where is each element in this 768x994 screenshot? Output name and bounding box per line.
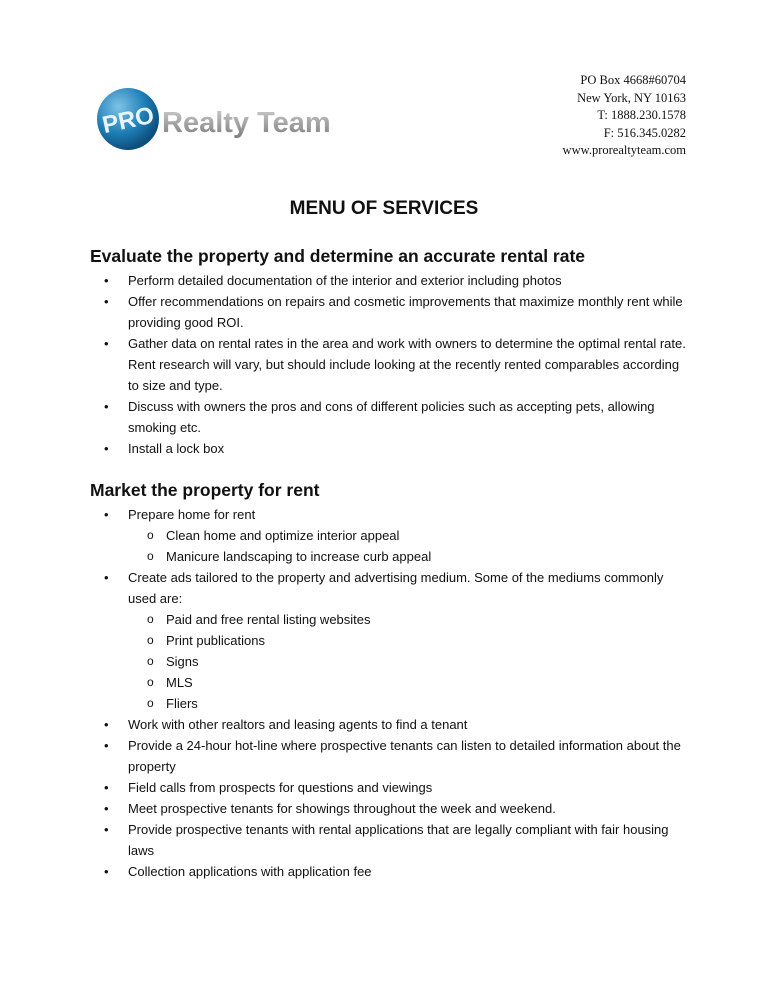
list-item-text: Provide prospective tenants with rental applications that are legally compliant with fair housing laws xyxy=(128,822,669,858)
bullet-icon: • xyxy=(104,717,109,732)
list-item xyxy=(90,777,690,798)
list-item-text: Field calls from prospects for questions and viewings xyxy=(128,780,433,795)
bullet-icon: • xyxy=(104,864,109,879)
list-item-text: Meet prospective tenants for showings throughout the week and weekend. xyxy=(128,801,556,816)
sub-list-item-text: Signs xyxy=(166,654,199,669)
circle-bullet-icon: o xyxy=(147,528,154,542)
section-heading: Evaluate the property and determine an accurate rental rate xyxy=(90,246,586,266)
bullet-icon: • xyxy=(104,399,109,414)
service-list xyxy=(90,504,690,882)
sub-list-item xyxy=(90,651,690,672)
section-heading: Market the property for rent xyxy=(90,480,320,500)
circle-bullet-icon: o xyxy=(147,633,154,647)
sub-list xyxy=(90,525,690,567)
bullet-icon: • xyxy=(104,336,109,351)
circle-bullet-icon: o xyxy=(147,612,154,626)
list-item xyxy=(90,735,690,777)
sub-list-item xyxy=(90,609,690,630)
list-item-text: Provide a 24-hour hot-line where prospective tenants can listen to detailed information about the property xyxy=(128,738,681,774)
sub-list-item xyxy=(90,525,690,546)
sub-list-item xyxy=(90,630,690,651)
list-item-text: Install a lock box xyxy=(128,441,225,456)
services-content xyxy=(90,244,690,882)
bullet-icon: • xyxy=(104,294,109,309)
contact-address xyxy=(563,72,686,160)
list-item-text: Perform detailed documentation of the interior and exterior including photos xyxy=(128,273,562,288)
list-item xyxy=(90,567,690,714)
address-city: New York, NY 10163 xyxy=(577,90,686,105)
bullet-icon: • xyxy=(104,507,109,522)
sub-list-item-text: Clean home and optimize interior appeal xyxy=(166,528,400,543)
list-item xyxy=(90,819,690,861)
list-item xyxy=(90,861,690,882)
sub-list xyxy=(90,609,690,714)
list-item xyxy=(90,504,690,567)
bullet-icon: • xyxy=(104,441,109,456)
sub-list-item-text: Paid and free rental listing websites xyxy=(166,612,371,627)
bullet-icon: • xyxy=(104,801,109,816)
list-item xyxy=(90,291,690,333)
sub-list-item xyxy=(90,672,690,693)
list-item-text: Gather data on rental rates in the area and work with owners to determine the optimal rental rate. Rent research will vary, but should include looking at the recently rented comparables according to size and type. xyxy=(128,336,686,393)
sub-list-item-text: Manicure landscaping to increase curb appeal xyxy=(166,549,432,564)
page-title: MENU OF SERVICES xyxy=(289,198,479,219)
sub-list-item-text: MLS xyxy=(166,675,193,690)
logo-name: Realty Team xyxy=(162,107,331,139)
circle-bullet-icon: o xyxy=(147,549,154,563)
address-phone: T: 1888.230.1578 xyxy=(597,108,686,122)
list-item-text: Work with other realtors and leasing agents to find a tenant xyxy=(128,717,468,732)
sub-list-item-text: Print publications xyxy=(166,633,265,648)
sub-list-item xyxy=(90,546,690,567)
list-item-text: Offer recommendations on repairs and cosmetic improvements that maximize monthly rent while providing good ROI. xyxy=(128,294,683,330)
bullet-icon: • xyxy=(104,570,109,585)
address-fax: F: 516.345.0282 xyxy=(603,125,686,140)
list-item xyxy=(90,333,690,396)
list-item xyxy=(90,270,690,291)
list-item-text: Collection applications with application fee xyxy=(128,864,372,879)
circle-bullet-icon: o xyxy=(147,696,154,710)
address-po-box: PO Box 4668#60704 xyxy=(580,73,686,87)
company-logo xyxy=(96,86,336,152)
circle-bullet-icon: o xyxy=(147,675,154,689)
bullet-icon: • xyxy=(104,780,109,795)
list-item xyxy=(90,798,690,819)
circle-bullet-icon: o xyxy=(147,654,154,668)
list-item xyxy=(90,438,690,459)
bullet-icon: • xyxy=(104,273,109,288)
sub-list-item-text: Fliers xyxy=(166,696,198,711)
logo-mark: PRO xyxy=(100,101,157,140)
list-item-text: Prepare home for rent xyxy=(128,507,256,522)
service-list xyxy=(90,270,690,459)
service-section xyxy=(90,478,690,882)
list-item xyxy=(90,396,690,438)
service-section xyxy=(90,244,690,459)
list-item-text: Discuss with owners the pros and cons of different policies such as accepting pets, allowing smoking etc. xyxy=(128,399,655,435)
sub-list-item xyxy=(90,693,690,714)
address-website: www.prorealtyteam.com xyxy=(562,143,686,157)
list-item-text: Create ads tailored to the property and advertising medium. Some of the mediums commonly used are: xyxy=(128,570,664,606)
bullet-icon: • xyxy=(104,738,109,753)
bullet-icon: • xyxy=(104,822,109,837)
list-item xyxy=(90,714,690,735)
